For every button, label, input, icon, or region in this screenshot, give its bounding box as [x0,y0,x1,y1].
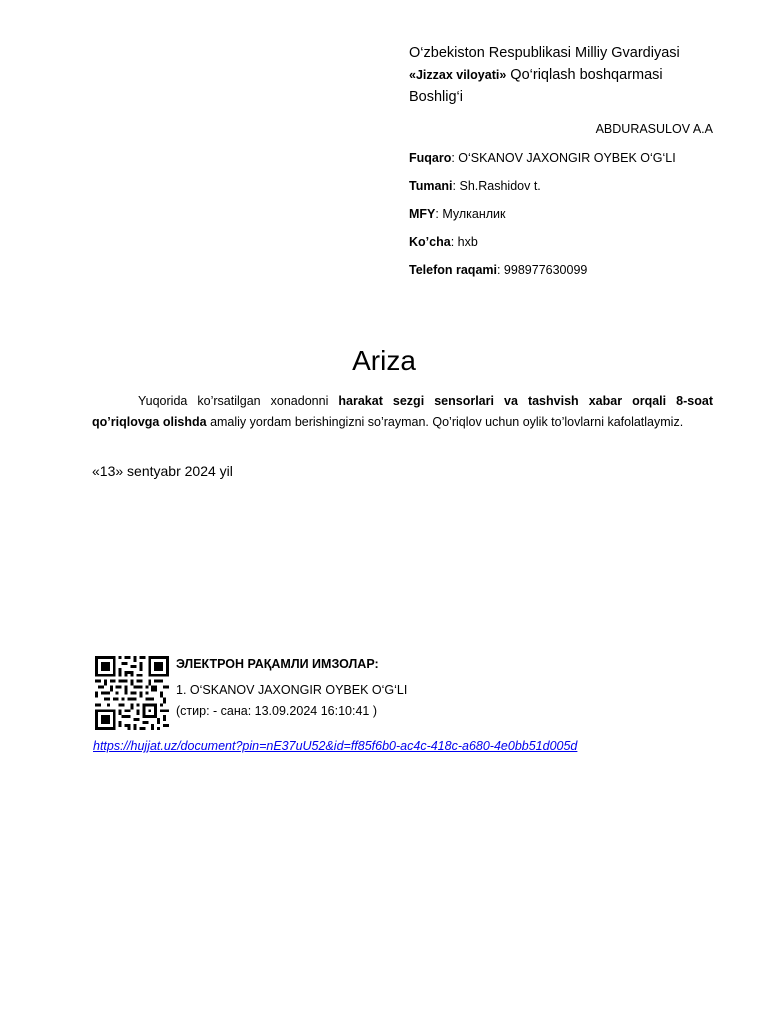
field-label: Ko’cha [409,235,451,249]
application-body [92,391,713,433]
document-link[interactable]: https://hujjat.uz/document?pin=nE37uU52&id=ff85f6b0-ac4c-418c-a680-4e0bb51d005d [93,739,578,753]
field-label: Fuqaro [409,151,452,165]
electronic-signatures [176,654,407,722]
field-kocha [409,234,729,262]
application-date: «13» sentyabr 2024 yil [92,463,233,479]
addressee-block [409,42,719,108]
signatures-heading: ЭЛЕКТРОН РАҚАМЛИ ИМЗОЛАР: [176,657,379,671]
applicant-fields [409,150,729,290]
field-label: Telefon raqami [409,263,497,277]
document-title: Ariza [352,345,416,376]
field-mfy [409,206,729,234]
signer-name: 1. O‘SKANOV JAXONGIR OYBEK O‘G‘LI [176,683,408,697]
field-value: : hxb [450,235,478,249]
qr-code-icon [93,656,171,730]
field-value: : Sh.Rashidov t. [452,179,541,193]
field-value: : O‘SKANOV JAXONGIR OYBEK O‘G‘LI [451,151,676,165]
field-label: MFY [409,207,436,221]
field-tumani [409,178,729,206]
body-bold: harakat sezgi sensorlari va tashvish xabar orqali 8-soat qo’riqlovga olishda [92,394,713,429]
addressee-line2 [409,64,719,86]
signature-details: (стир: - сана: 13.09.2024 16:10:41 ) [176,704,377,718]
body-part1: Yuqorida ko’rsatilgan xonadonni [138,394,339,408]
boss-name: ABDURASULOV A.A [595,122,713,136]
addressee-region: «Jizzax viloyati» [409,68,507,82]
field-label: Tumani [409,179,453,193]
body-part2: amaliy yordam berishingizni so’rayman. Qo’riqlov uchun oylik to’lovlarni kafolatlaymiz. [206,415,684,429]
addressee-line1: O‘zbekiston Respublikasi Milliy Gvardiyasi [409,45,680,61]
field-fuqaro [409,150,729,178]
addressee-line3: Boshlig‘i [409,89,463,105]
addressee-line2-rest: Qo‘riqlash boshqarmasi [506,67,663,83]
field-value: : 998977630099 [496,263,588,277]
field-value: : Мулканлик [435,207,506,221]
field-telefon [409,262,729,290]
